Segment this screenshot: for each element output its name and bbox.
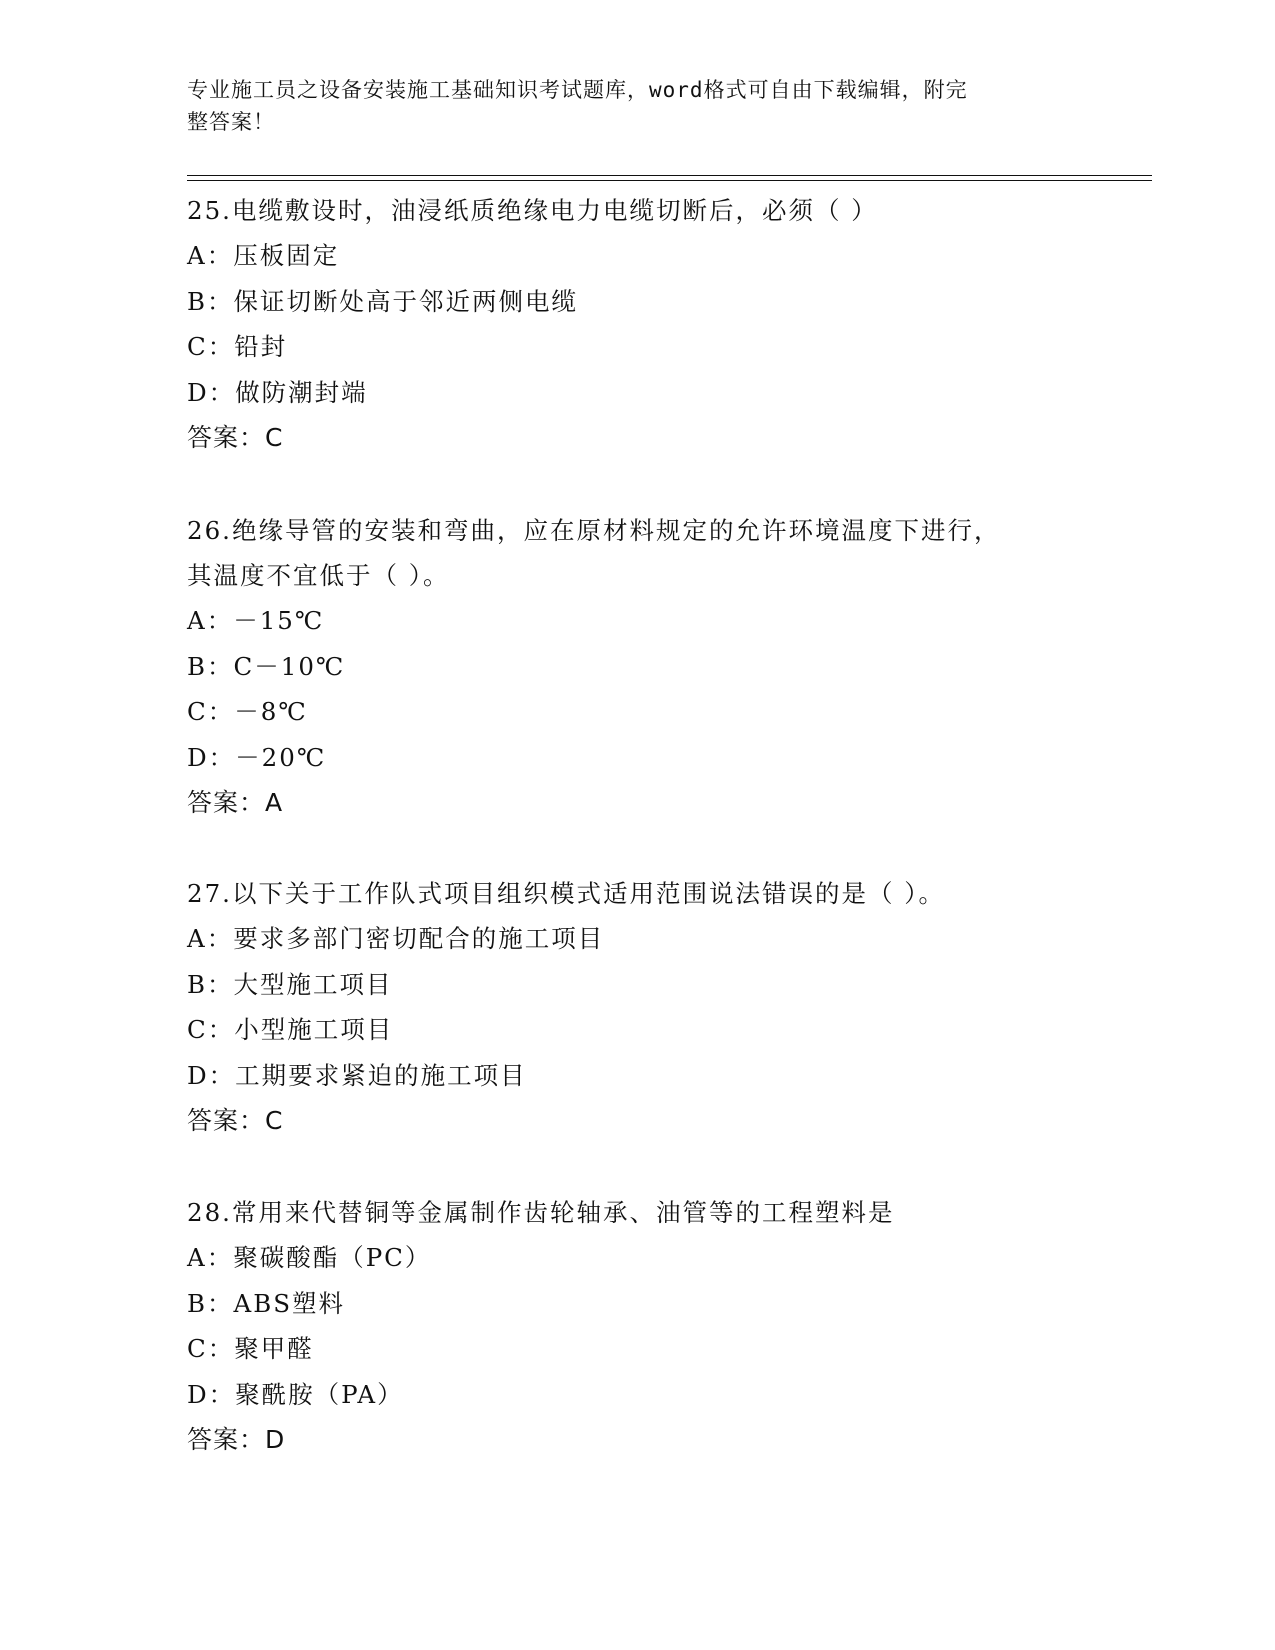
- option-a: A：－15℃: [187, 606, 325, 635]
- question-text: 27.以下关于工作队式项目组织模式适用范围说法错误的是（ ）。: [187, 879, 945, 908]
- question-25: [187, 188, 1087, 460]
- option-b: B：C－10℃: [187, 651, 346, 681]
- header-line-2: 整答案！: [187, 110, 275, 134]
- question-28: [187, 1190, 1087, 1462]
- option-d: D：做防潮封端: [187, 377, 368, 407]
- option-c: C：小型施工项目: [187, 1015, 394, 1044]
- answer: 答案：D: [187, 1425, 286, 1454]
- answer: 答案：A: [187, 788, 284, 817]
- question-text: 28.常用来代替铜等金属制作齿轮轴承、油管等的工程塑料是: [187, 1198, 895, 1227]
- option-c: C：聚甲醛: [187, 1334, 314, 1363]
- document-header: [187, 74, 1067, 138]
- answer: 答案：C: [187, 423, 284, 452]
- question-text: 26.绝缘导管的安装和弯曲，应在原材料规定的允许环境温度下进行，: [187, 516, 1001, 545]
- option-c: C：－8℃: [187, 697, 308, 726]
- header-divider-bottom: [187, 180, 1152, 181]
- question-26: [187, 508, 1087, 825]
- question-27: [187, 871, 1087, 1143]
- header-line-1: 专业施工员之设备安装施工基础知识考试题库，word格式可自由下载编辑，附完: [187, 78, 968, 102]
- header-divider-top: [187, 175, 1152, 176]
- option-a: A：压板固定: [187, 241, 340, 270]
- option-b: B：保证切断处高于邻近两侧电缆: [187, 286, 579, 316]
- option-b: B：ABS塑料: [187, 1288, 345, 1318]
- question-text: 25.电缆敷设时，油浸纸质绝缘电力电缆切断后，必须（ ）: [187, 196, 878, 225]
- option-d: D：工期要求紧迫的施工项目: [187, 1060, 527, 1090]
- option-a: A：聚碳酸酯（PC）: [187, 1243, 432, 1272]
- option-c: C：铅封: [187, 332, 288, 361]
- option-d: D：聚酰胺（PA）: [187, 1379, 404, 1409]
- option-d: D：－20℃: [187, 742, 327, 772]
- option-b: B：大型施工项目: [187, 969, 393, 999]
- question-text-continued: 其温度不宜低于（ ）。: [187, 561, 450, 590]
- answer: 答案：C: [187, 1106, 284, 1135]
- option-a: A：要求多部门密切配合的施工项目: [187, 924, 605, 953]
